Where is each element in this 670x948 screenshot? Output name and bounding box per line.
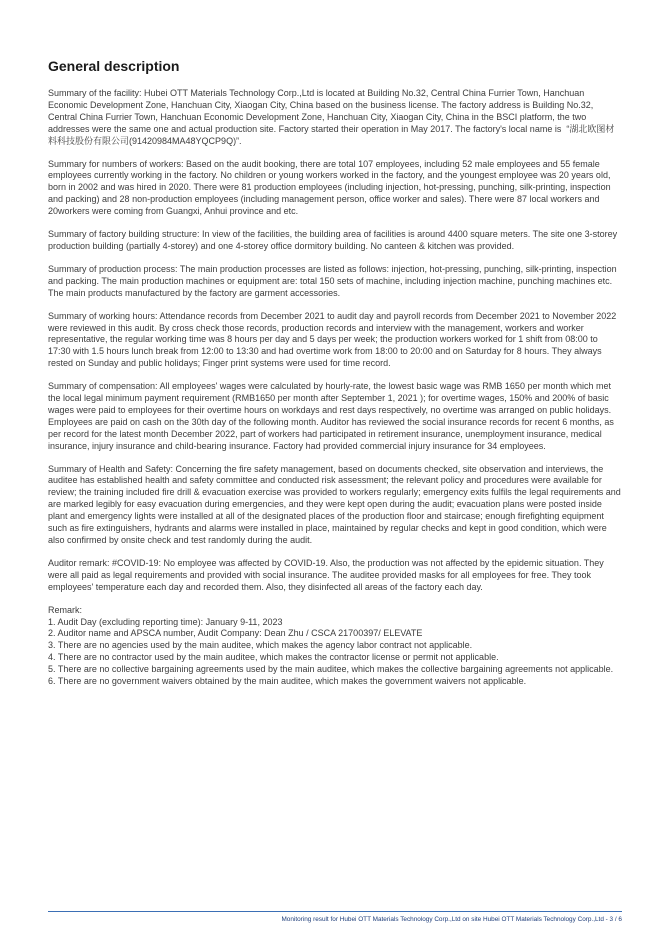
production-process-summary: Summary of production process: The main production processes are listed as follows: injection, hot-pressing, punching, silk-printing, inspection and packing. The main production machines or equipment are: total 150 sets of machine, including injection machine, punching machines etc. The main products manufactured by the factory are garment accessories. bbox=[48, 263, 620, 298]
section-title: General description bbox=[48, 58, 180, 74]
remark-item: 4. There are no contractor used by the main auditee, which makes the contractor license or permit not applicable. bbox=[48, 652, 499, 663]
workers-summary: Summary for numbers of workers: Based on the audit booking, there are total 107 employees, including 52 male employees and 55 female employees currently working in the factory. No children or young workers worked in the factory, and the youngest employee was 20 years old, born in 2002 and was hired in 2020. There were 81 production employees (including injection, hot-pressing, punching, silk-printing, inspection and packing) and 28 non-production employees (including management person, office worker and sales). There were 87 local workers and 20workers were coming from Guangxi, Anhui province and etc. bbox=[48, 158, 614, 217]
remark-item: 3. There are no agencies used by the main auditee, which makes the agency labor contract not applicable. bbox=[48, 640, 473, 651]
health-safety-summary: Summary of Health and Safety: Concerning the fire safety management, based on documents checked, site observation and interviews, the auditee has established health and safety committee and conducted risk assessment; the relevant policy and procedures were available for review; the training included fire drill & evacuation exercise was provided to workers regularly; emergency exits fulfils the legal requirements and are marked legibly for easy evacuation during emergencies, and they were kept open during the audit; evacuation plans were posted inside plant and emergency lights were installed at all of the designated places of the production floor and staircase; enough firefighting equipment such as fire extinguishers, hydrants and alarms were installed in place, maintained by regular checks and kept in good condition, which were also confirmed by onsite check and test randomly during the audit. bbox=[48, 463, 624, 545]
remark-item: 1. Audit Day (excluding reporting time): January 9-11, 2023 bbox=[48, 616, 283, 627]
building-structure-summary: Summary of factory building structure: In view of the facilities, the building area of facilities is around 4400 square meters. The site one 3-storey production building (partially 4-storey) and one 4-storey office dormitory building. No canteen & kitchen was provided. bbox=[48, 229, 620, 251]
facility-summary: Summary of the facility: Hubei OTT Materials Technology Corp.,Ltd is located at Building No.32, Central China Furrier Town, Hanchuan Economic Development Zone, Hanchuan City, Xiaogan City, China based on the business license. The factory address is Building No.32, Central China Furrier Town, Hanchuan Economic Development Zone, Hanchuan City, Xiaogan City, China in the BSCI platform, the two addresses were the same one and actual production site. Factory started their operation in May 2017. The factory's local name is “湖北欧图材料科技股份有限公司(91420984MA48YQCP9Q)”. bbox=[48, 88, 615, 146]
footer-divider bbox=[48, 911, 622, 912]
page-footer: Monitoring result for Hubei OTT Materials Technology Corp.,Ltd on site Hubei OTT Materials Technology Corp.,Ltd - 3 / 6 bbox=[281, 916, 622, 923]
remark-item: 2. Auditor name and APSCA number, Audit Company: Dean Zhu / CSCA 21700397/ ELEVATE bbox=[48, 628, 423, 639]
remark-item: 5. There are no collective bargaining agreements used by the main auditee, which makes the collective bargaining agreements not applicable. bbox=[48, 664, 614, 675]
working-hours-summary: Summary of working hours: Attendance records from December 2021 to audit day and payroll records from December 2021 to November 2022 were reviewed in this audit. By cross check those records, production records and interview with the management, workers and worker representative, the regular working time was 8 hours per day and 5 days per week; the production workers worked for 1 shift from 08:00 to 17:30 with 1.5 hours lunch break from 12:00 to 13:30 and had overtime work from 18:00 to 20:00 and on Saturday for 8 hours. They always rested on Sunday and public holidays; Finger print systems were used for time record. bbox=[48, 310, 619, 369]
remark-item: 6. There are no government waivers obtained by the main auditee, which makes the government waivers not applicable. bbox=[48, 676, 527, 687]
remark-heading: Remark: bbox=[48, 604, 83, 615]
remark-list bbox=[48, 605, 622, 688]
report-page bbox=[48, 58, 622, 688]
compensation-summary: Summary of compensation: All employees' wages were calculated by hourly-rate, the lowest basic wage was RMB 1650 per month which met the local legal minimum payment requirement (RMB1650 per month after September 1, 2021 ); for overtime wages, 150% and 200% of basic wages were paid to employees for their overtime hours on workdays and rest days respectively, no overtime was arranged on public holidays. Employees are paid on cash on the 30th day of the following month. Auditor has reviewed the social insurance records for recent 6 months, as per record for the latest month December 2022, part of workers had participated in retirement insurance, unemployment insurance, medical insurance, injury insurance and child-bearing insurance. Factory had provided commercial injury insurance for 34 employees. bbox=[48, 381, 617, 451]
auditor-remark: Auditor remark: #COVID-19: No employee was affected by COVID-19. Also, the production was not affected by the epidemic situation. They were all paid as legal requirements and provided with social insurance. The auditee provided masks for all employees for free. They took employees' temperature each day and recorded them. Also, they disinfected all areas of the factory each day. bbox=[48, 557, 607, 592]
